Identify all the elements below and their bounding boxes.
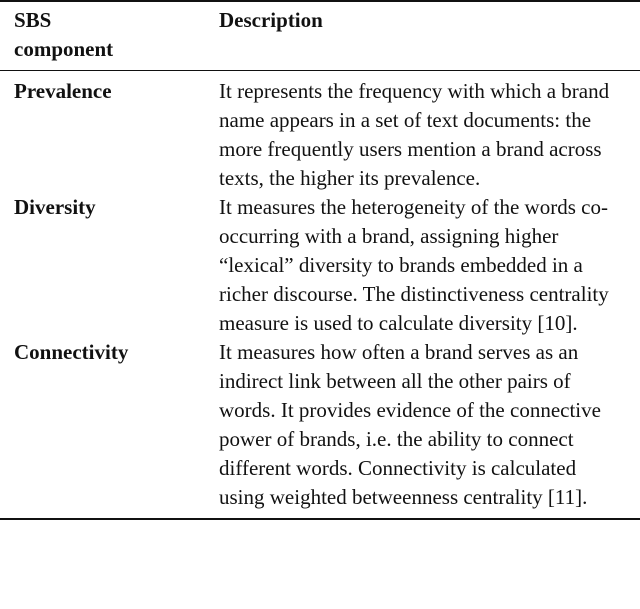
header-component-line2: component xyxy=(14,37,114,61)
table-row-diversity xyxy=(0,193,640,338)
header-row xyxy=(0,1,640,71)
header-description: Description xyxy=(219,8,323,32)
header-component xyxy=(0,1,219,71)
table-row-prevalence xyxy=(0,71,640,194)
row-component-name: Diversity xyxy=(14,195,96,219)
row-component-name: Connectivity xyxy=(14,340,129,364)
row-description: It measures how often a brand serves as an indirect link between all the other pairs of words. It provides evidence of the connective power of brands, i.e. the ability to connect different words. Connectivity is calculated using weighted betweenness centrality [11]. xyxy=(219,340,601,509)
table-body xyxy=(0,71,640,520)
header-component-line1: SBS xyxy=(14,8,52,32)
row-description: It measures the heterogeneity of the words co-occurring with a brand, assigning higher “lexical” diversity to brands embedded in a richer discourse. The distinctiveness centrality measure is used to calculate diversity [10]. xyxy=(219,195,609,335)
table-row-connectivity xyxy=(0,338,640,519)
row-component-name: Prevalence xyxy=(14,79,112,103)
row-description: It represents the frequency with which a brand name appears in a set of text documents: the more frequently users mention a brand across texts, the higher its prevalence. xyxy=(219,79,610,190)
table-header xyxy=(0,1,640,71)
